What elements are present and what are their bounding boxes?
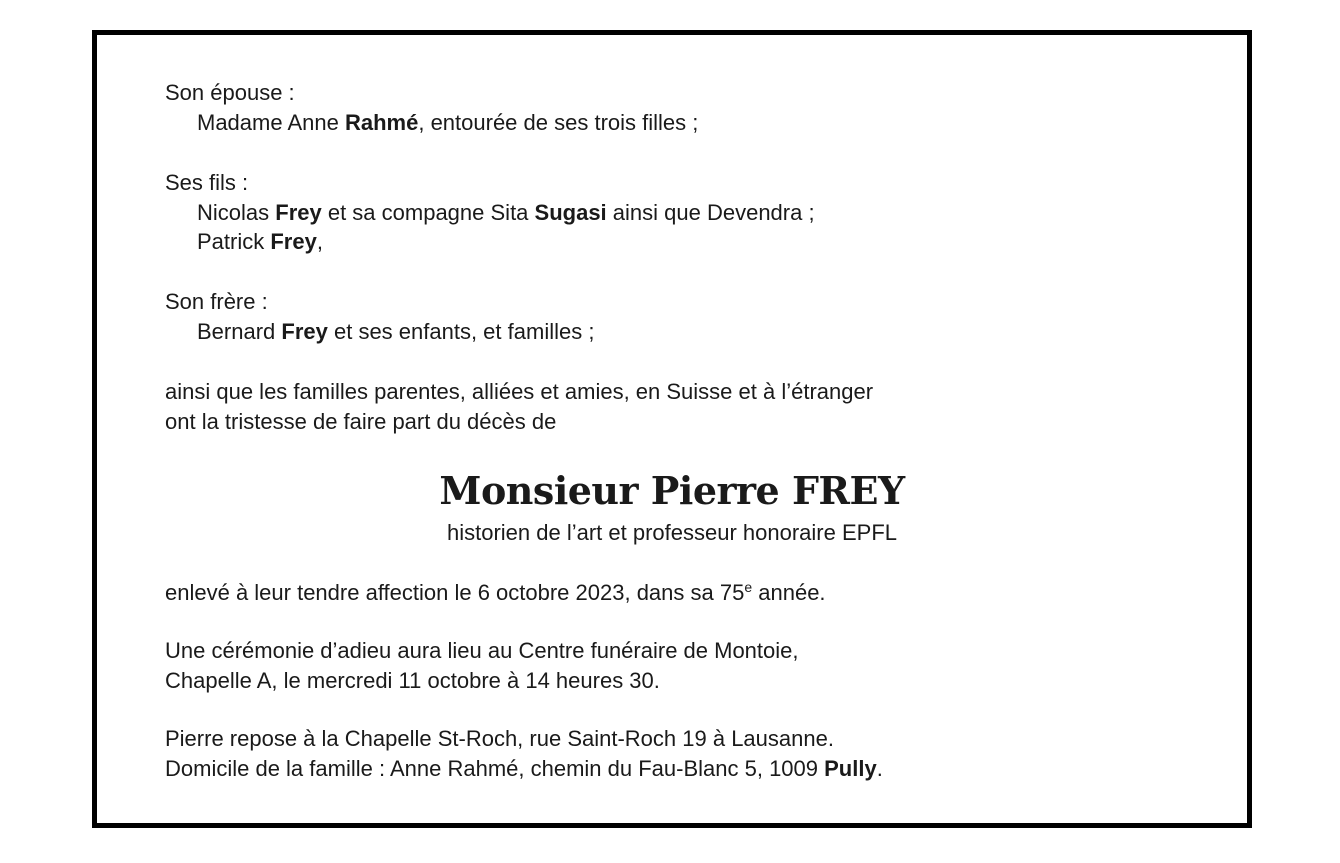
deces-line [165, 578, 826, 608]
ceremonie-line1: Une cérémonie d’adieu aura lieu au Centre funéraire de Montoie, [165, 638, 799, 663]
fils-line1-part2: et sa compagne Sita [321, 199, 535, 225]
fils-heading: Ses fils : [165, 170, 249, 195]
fils-line1-part1: Nicolas [197, 199, 276, 225]
repos-city: Pully [824, 755, 877, 781]
obituary-notice [92, 30, 1252, 828]
fils-line1-surname2: Sugasi [534, 199, 607, 225]
repos-line2-prefix: Domicile de la famille : Anne Rahmé, chemin du Fau-Blanc 5, 1009 [165, 755, 825, 781]
fils-line1-surname1: Frey [275, 199, 322, 225]
frere-part2: et ses enfants, et familles ; [327, 318, 595, 344]
frere-line [165, 317, 594, 347]
deces-text: enlevé à leur tendre affection le 6 octobre 2023, dans sa 75 [165, 580, 745, 605]
frere-heading: Son frère : [165, 289, 268, 314]
deces-suffix: année. [752, 580, 826, 605]
defunt-title: historien de l’art et professeur honoraire EPFL [446, 520, 897, 545]
frere-part1: Bernard [197, 318, 282, 344]
repos-line1: Pierre repose à la Chapelle St-Roch, rue Saint-Roch 19 à Lausanne. [165, 726, 834, 751]
epouse-surname: Rahmé [344, 109, 419, 135]
epouse-line [165, 108, 698, 138]
fils-line1-part3: ainsi que Devendra ; [606, 199, 815, 225]
epouse-prefix: Madame Anne [197, 109, 345, 135]
annonce-line2: ont la tristesse de faire part du décès de [165, 408, 557, 434]
repos-line2 [165, 754, 883, 784]
epouse-suffix: , entourée de ses trois filles ; [418, 109, 699, 135]
fils-line-nicolas [165, 198, 815, 228]
frere-surname: Frey [281, 318, 328, 344]
fils-line2-part1: Patrick [197, 229, 271, 254]
defunt-name: Monsieur Pierre FREY [439, 468, 905, 513]
epouse-heading: Son épouse : [165, 80, 295, 105]
repos-line2-suffix: . [876, 755, 883, 781]
deces-ordinal: e [744, 579, 753, 595]
fils-line2-part2: , [316, 229, 323, 254]
ceremonie-line2: Chapelle A, le mercredi 11 octobre à 14 heures 30. [165, 667, 660, 693]
annonce-line1: ainsi que les familles parentes, alliées et amies, en Suisse et à l’étranger [165, 379, 874, 404]
fils-line-patrick [165, 227, 323, 257]
fils-line2-surname: Frey [270, 229, 317, 254]
